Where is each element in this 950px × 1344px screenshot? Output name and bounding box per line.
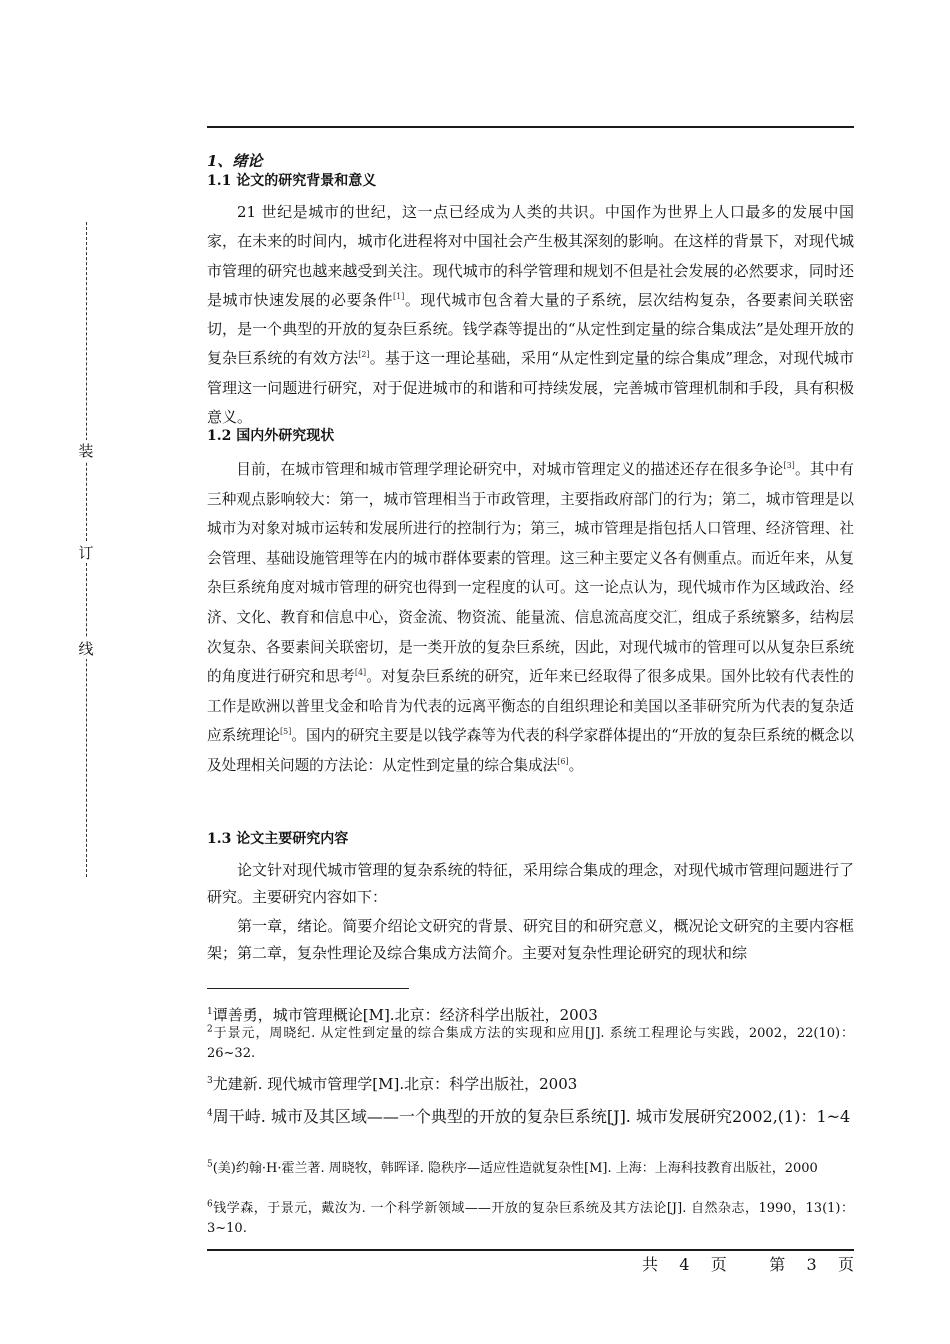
section-heading-1-1: 1.1 论文的研究背景和意义 xyxy=(207,173,377,189)
chapter-title: 1、绪论 xyxy=(207,152,263,170)
footnote-2: $^2$于景元，周晓纪. 从定性到定量的综合集成方法的实现和应用[J]. 系统工程理论与实践，2002，22(10)：26~32. xyxy=(207,1024,854,1061)
footnote-5: $^5$(美)约翰·H·霍兰著. 周晓牧，韩晖译. 隐秩序—适应性造就复杂性[M]. 上海：上海科技教育出版社，2000 xyxy=(207,1159,818,1176)
citation-4: [4] xyxy=(354,668,367,678)
citation-6: [6] xyxy=(557,757,569,767)
paragraph-research-status: 目前，在城市管理和城市管理学理论研究中，对城市管理定义的描述还存在很多争论[3]。其中有三种观点影响较大：第一，城市管理相当于市政管理，主要指政府部门的行为；第二，城市管理是以城市为对象对城市运转和发展所进行的控制行为；第三，城市管理是指包括人口管理、经济管理、社会管理、基础设施管理等在内的城市群体要素的管理。这三种主要定义各有侧重点。而近年来，从复杂巨系统角度对城市管理的研究也得到一定程度的认可。这一论点认为，现代城市作为区域政治、经济、文化、教育和信息中心，资金流、物资流、能量流、信息流高度交汇，组成子系统繁多，结构层次复杂、各要素间关联密切，是一类开放的复杂巨系统，因此，对现代城市的管理可以从复杂巨系统的角度进行研究和思考[4]。对复杂巨系统的研究，近年来已经取得了很多成果。国外比较有代表性的工作是欧洲以普里戈金和哈肯为代表的远离平衡态的自组织理论和美国以圣菲研究所为代表的复杂适应系统理论[5]。国内的研究主要是以钱学森等为代表的科学家群体提出的“开放的复杂巨系统的概念以及处理相关问题的方法论：从定性到定量的综合集成法[6]。 xyxy=(207,461,854,774)
total-pages: 4 xyxy=(679,1255,690,1274)
citation-5: [5] xyxy=(280,727,292,737)
footer-rule xyxy=(207,1249,854,1251)
footnote-1: $^1$谭善勇，城市管理概论[M].北京：经济科学出版社，2003 xyxy=(207,1006,598,1024)
current-page: 3 xyxy=(806,1255,817,1274)
paragraph-content-chapters: 第一章，绪论。简要介绍论文研究的背景、研究目的和研究意义，概况论文研究的主要内容框架；第二章，复杂性理论及综合集成方法简介。主要对复杂性理论研究的现状和综 xyxy=(207,917,854,962)
citation-1: [1] xyxy=(393,291,405,301)
binding-char-xian: 线 xyxy=(78,640,94,658)
page-number: 共 4 页 第 3 页 xyxy=(641,1255,854,1274)
footnote-6: $^6$钱学森，于景元，戴汝为. 一个科学新领域——开放的复杂巨系统及其方法论[J]. 自然杂志，1990，13(1)：3~10. xyxy=(207,1199,854,1236)
section-heading-1-3: 1.3 论文主要研究内容 xyxy=(207,831,349,847)
citation-2: [2] xyxy=(358,350,370,360)
header-rule xyxy=(207,126,854,128)
citation-3: [3] xyxy=(783,461,795,471)
binding-char-ding: 订 xyxy=(78,544,94,562)
footnote-3: $^3$尤建新. 现代城市管理学[M].北京：科学出版社，2003 xyxy=(207,1075,578,1093)
footnote-4: $^4$周干峙. 城市及其区域——一个典型的开放的复杂巨系统[J]. 城市发展研究2002,(1)：1~4 xyxy=(207,1107,851,1126)
section-heading-1-2: 1.2 国内外研究现状 xyxy=(207,428,335,444)
paragraph-content-intro: 论文针对现代城市管理的复杂系统的特征，采用综合集成的理念，对现代城市管理问题进行了研究。主要研究内容如下： xyxy=(207,861,854,906)
paragraph-background: 21 世纪是城市的世纪，这一点已经成为人类的共识。中国作为世界上人口最多的发展中国家，在未来的时间内，城市化进程将对中国社会产生极其深刻的影响。在这样的背景下，对现代城市管理的研究也越来越受到关注。现代城市的科学管理和规划不但是社会发展的必然要求，同时还是城市快速发展的必要条件[1]。现代城市包含着大量的子系统，层次结构复杂，各要素间关联密切，是一个典型的开放的复杂巨系统。钱学森等提出的“从定性到定量的综合集成法”是处理开放的复杂巨系统的有效方法[2]。基于这一理论基础，采用“从定性到定量的综合集成”理念，对现代城市管理这一问题进行研究，对于促进城市的和谐和可持续发展，完善城市管理机制和手段，具有积极意义。 xyxy=(207,203,854,427)
binding-char-zhuang: 装 xyxy=(78,442,94,460)
footnote-separator xyxy=(207,988,409,989)
